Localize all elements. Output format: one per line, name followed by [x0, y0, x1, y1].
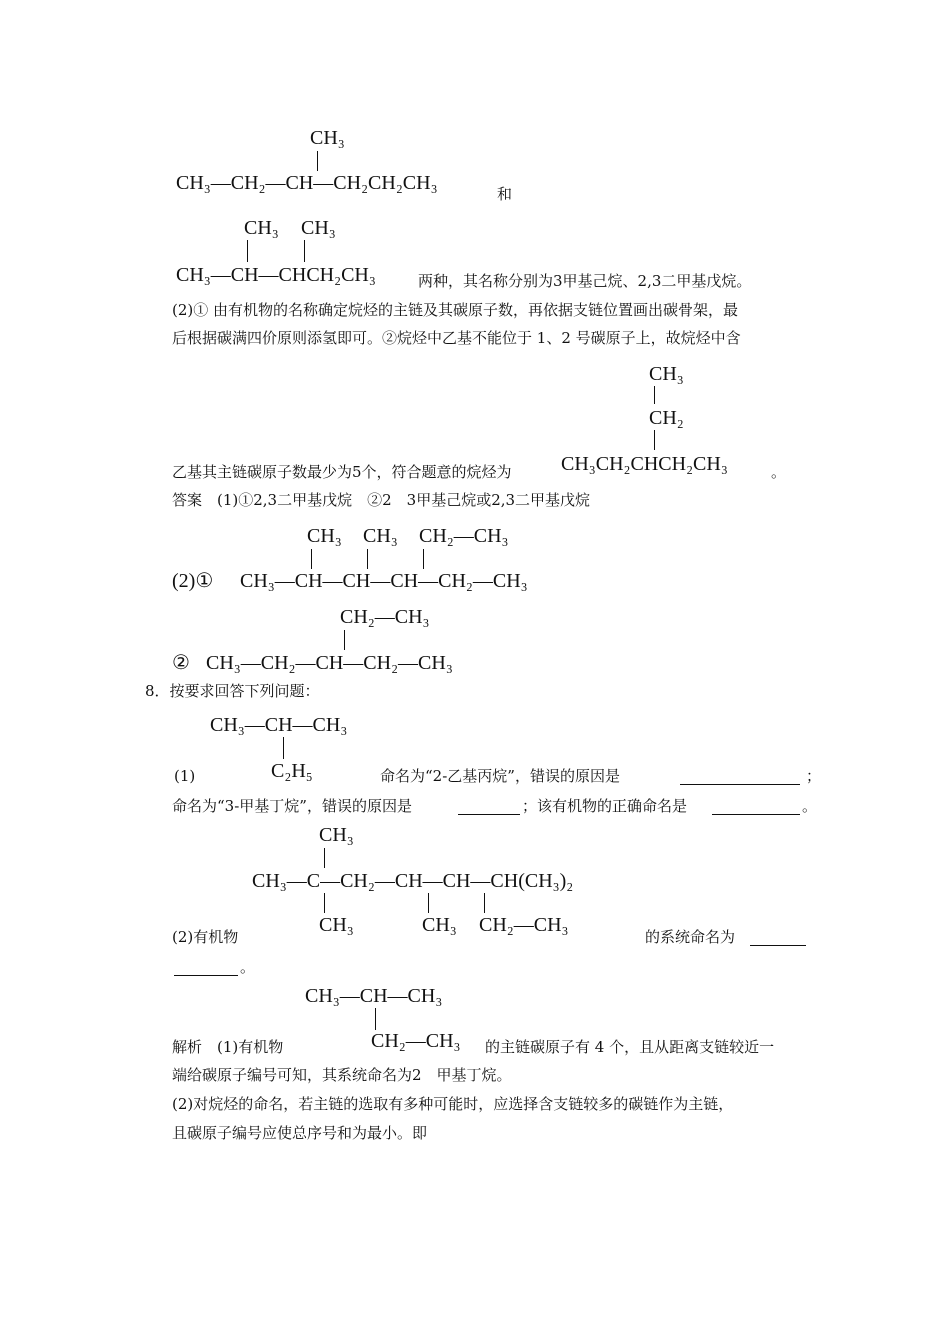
formula-q2-main: CH₃—C—CH₂—CH—CH—CH(CH₃)₂: [252, 870, 574, 892]
answer-blank-4[interactable]: [750, 931, 806, 946]
bond: [344, 630, 345, 650]
q8-1-label: (1): [174, 767, 196, 785]
text-line5-end: 。: [771, 463, 787, 481]
bond: [324, 893, 325, 913]
text-and: 和: [497, 185, 513, 203]
answer-blank-4-cont[interactable]: [174, 961, 238, 976]
formula-s2-branch2: CH₃: [301, 217, 336, 239]
formula-q2-down1: CH₃: [319, 914, 354, 936]
formula-a2-b1: CH₂—CH₃: [340, 606, 430, 628]
formula-s3-b1: CH₂: [649, 407, 684, 429]
answer-blank-2[interactable]: [458, 800, 520, 815]
bond: [654, 430, 655, 450]
formula-s2-branch1: CH₃: [244, 217, 279, 239]
bond: [317, 151, 318, 171]
formula-j-main: CH₃—CH—CH₃: [305, 985, 443, 1007]
answer-line: 答案 (1)①2,3二甲基戊烷 ②2 3甲基己烷或2,3二甲基戊烷: [172, 491, 591, 509]
answer-blank-3[interactable]: [712, 800, 800, 815]
question-8: 8．按要求回答下列问题：: [145, 682, 320, 700]
bond: [484, 893, 485, 913]
bond: [247, 240, 248, 262]
formula-s1-branch: CH₃: [310, 127, 345, 149]
q8-1-end: ；: [806, 767, 822, 785]
q8-2-label: (2)有机物: [172, 928, 239, 946]
formula-q2-down2: CH₃: [422, 914, 457, 936]
jiexi-label: 解析 (1)有机物: [172, 1038, 284, 1056]
formula-s3-main: CH₃CH₂CHCH₂CH₃: [561, 453, 728, 475]
q8-1-text: 命名为“2-乙基丙烷”，错误的原因是: [380, 767, 620, 785]
text-line4: 后根据碳满四价原则添氢即可。②烷烃中乙基不能位于 1、2 号碳原子上，故烷烃中含: [172, 329, 741, 347]
formula-s3-b2: CH₃: [649, 363, 684, 385]
bond: [367, 549, 368, 569]
bond: [304, 240, 305, 262]
answer-blank-1[interactable]: [680, 770, 800, 785]
bond: [311, 549, 312, 569]
jiexi-line2: 端给碳原子编号可知，其系统命名为2 甲基丁烷。: [172, 1066, 512, 1084]
bond: [423, 549, 424, 569]
bond: [428, 893, 429, 913]
jiexi-text: 的主链碳原子有 4 个，且从距离支链较近一: [485, 1038, 775, 1056]
bond: [283, 737, 284, 759]
text-line3: (2)① 由有机物的名称确定烷烃的主链及其碳原子数，再依据支链位置画出碳骨架，最: [172, 301, 739, 319]
text-names: 两种，其名称分别为3甲基己烷、2,3二甲基戊烷。: [418, 272, 752, 290]
q8-2-text: 的系统命名为: [645, 928, 736, 946]
answer-2-2-label: ②: [172, 652, 190, 674]
formula-a1-main: CH₃—CH—CH—CH—CH₂—CH₃: [240, 570, 528, 592]
bond: [375, 1008, 376, 1030]
text-line5: 乙基其主链碳原子数最少为5个，符合题意的烷烃为: [172, 463, 512, 481]
formula-j-b1: CH₂—CH₃: [371, 1030, 461, 1052]
formula-a1-b2: CH₃: [363, 525, 398, 547]
formula-q2-down3: CH₂—CH₃: [479, 914, 569, 936]
bond: [654, 386, 655, 404]
formula-a1-b3: CH₂—CH₃: [419, 525, 509, 547]
answer-2-1-label: (2)①: [172, 570, 214, 592]
formula-a2-main: CH₃—CH₂—CH—CH₂—CH₃: [206, 652, 453, 674]
jiexi-line4: 且碳原子编号应使总序号和为最小。即: [172, 1124, 428, 1142]
formula-s1-main: CH₃—CH₂—CH—CH₂CH₂CH₃: [176, 172, 438, 194]
q8-1b-end: 。: [802, 797, 818, 815]
bond: [324, 848, 325, 868]
formula-a1-b1: CH₃: [307, 525, 342, 547]
q8-2-end: 。: [240, 958, 256, 976]
formula-q2-up: CH₃: [319, 824, 354, 846]
jiexi-line3: (2)对烷烃的命名，若主链的选取有多种可能时，应选择含支链较多的碳链作为主链，: [172, 1095, 734, 1113]
formula-q1-main: CH₃—CH—CH₃: [210, 714, 348, 736]
formula-s2-main: CH₃—CH—CHCH₂CH₃: [176, 264, 376, 286]
formula-q1-b1: C₂H₅: [271, 760, 313, 782]
q8-1b-text: 命名为“3-甲基丁烷”，错误的原因是: [172, 797, 412, 815]
q8-1b-mid: ；该有机物的正确命名是: [522, 797, 688, 815]
